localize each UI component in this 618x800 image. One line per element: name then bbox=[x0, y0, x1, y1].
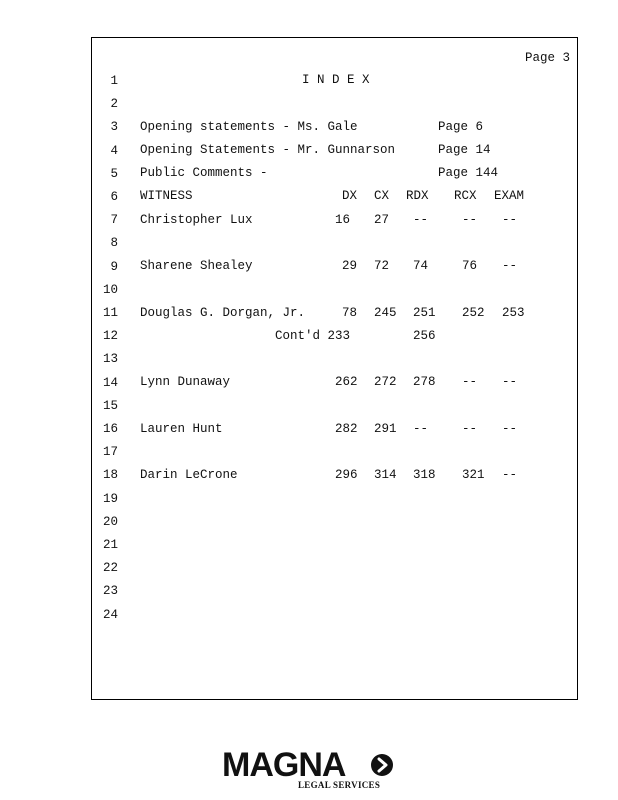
witness-rdx: 74 bbox=[413, 259, 429, 273]
witness-rcx: 252 bbox=[462, 306, 485, 320]
witness-cx: 27 bbox=[374, 213, 390, 227]
line-number: 2 bbox=[110, 97, 118, 112]
page-number: Page 3 bbox=[525, 51, 571, 65]
opening-page-2: Page 14 bbox=[438, 143, 491, 157]
witness-dx: 282 bbox=[335, 422, 358, 436]
line-number: 5 bbox=[110, 166, 118, 181]
witness-exam: 253 bbox=[502, 306, 525, 320]
line-number: 1 bbox=[110, 74, 118, 88]
witness-cx: 72 bbox=[374, 259, 390, 273]
index-title: I N D E X bbox=[302, 73, 370, 87]
opening-page-1: Page 6 bbox=[438, 120, 484, 134]
line-number: 10 bbox=[102, 282, 118, 297]
witness-rcx: -- bbox=[462, 213, 478, 227]
line-number: 19 bbox=[102, 491, 118, 506]
line-number: 8 bbox=[110, 236, 118, 251]
line-number: 15 bbox=[102, 398, 118, 413]
witness-name: Douglas G. Dorgan, Jr. bbox=[140, 306, 306, 320]
header-witness: WITNESS bbox=[140, 189, 193, 203]
witness-rdx: -- bbox=[413, 422, 429, 436]
header-exam: EXAM bbox=[494, 189, 525, 203]
witness-name: Sharene Shealey bbox=[140, 259, 253, 273]
witness-cx: 272 bbox=[374, 375, 397, 389]
witness-dx: 296 bbox=[335, 468, 358, 482]
line-number: 24 bbox=[102, 607, 118, 622]
opening-entry-1: Opening statements - Ms. Gale bbox=[140, 120, 358, 134]
line-number: 18 bbox=[102, 468, 118, 483]
witness-rcx: 321 bbox=[462, 468, 485, 482]
line-number: 20 bbox=[102, 514, 118, 529]
line-number: 17 bbox=[102, 445, 118, 460]
witness-rdx: 251 bbox=[413, 306, 436, 320]
witness-cx: 245 bbox=[374, 306, 397, 320]
opening-entry-2: Opening Statements - Mr. Gunnarson bbox=[140, 143, 396, 157]
transcript-frame bbox=[91, 37, 578, 700]
line-number: 7 bbox=[110, 213, 118, 228]
opening-entry-3: Public Comments - bbox=[140, 166, 268, 180]
line-number: 9 bbox=[110, 259, 118, 274]
logo-wordmark: MAGNA bbox=[222, 746, 346, 784]
header-rdx: RDX bbox=[406, 189, 429, 203]
witness-exam: -- bbox=[502, 259, 518, 273]
line-number: 3 bbox=[110, 120, 118, 135]
line-number: 14 bbox=[102, 375, 118, 390]
witness-dx: 262 bbox=[335, 375, 358, 389]
witness-name: Lauren Hunt bbox=[140, 422, 223, 436]
arrow-circle-icon bbox=[370, 753, 394, 777]
line-number: 6 bbox=[110, 190, 118, 204]
line-number: 13 bbox=[102, 352, 118, 367]
witness-dx: 16 bbox=[335, 213, 351, 227]
witness-dx: 29 bbox=[342, 259, 358, 273]
continued-rdx: 256 bbox=[413, 329, 436, 343]
line-number: 16 bbox=[102, 422, 118, 436]
witness-rdx: 318 bbox=[413, 468, 436, 482]
witness-exam: -- bbox=[502, 213, 518, 227]
witness-cx: 291 bbox=[374, 422, 397, 436]
witness-name: Lynn Dunaway bbox=[140, 375, 231, 389]
witness-rdx: 278 bbox=[413, 375, 436, 389]
line-number: 21 bbox=[102, 538, 118, 552]
header-rcx: RCX bbox=[454, 189, 477, 203]
magna-logo bbox=[222, 748, 402, 794]
witness-rdx: -- bbox=[413, 213, 429, 227]
witness-exam: -- bbox=[502, 422, 518, 436]
witness-name: Christopher Lux bbox=[140, 213, 253, 227]
line-number: 11 bbox=[102, 306, 118, 320]
header-dx: DX bbox=[342, 189, 358, 203]
line-number: 4 bbox=[110, 143, 118, 158]
line-number: 12 bbox=[102, 329, 118, 344]
witness-dx: 78 bbox=[342, 306, 358, 320]
continued-label: Cont'd 233 bbox=[275, 329, 351, 343]
opening-page-3: Page 144 bbox=[438, 166, 499, 180]
logo-subtitle: LEGAL SERVICES bbox=[298, 780, 381, 790]
witness-exam: -- bbox=[502, 468, 518, 482]
line-number: 22 bbox=[102, 561, 118, 576]
witness-exam: -- bbox=[502, 375, 518, 389]
witness-rcx: -- bbox=[462, 375, 478, 389]
witness-cx: 314 bbox=[374, 468, 397, 482]
witness-rcx: 76 bbox=[462, 259, 478, 273]
header-cx: CX bbox=[374, 189, 390, 203]
witness-name: Darin LeCrone bbox=[140, 468, 238, 482]
witness-rcx: -- bbox=[462, 422, 478, 436]
line-number: 23 bbox=[102, 584, 118, 599]
